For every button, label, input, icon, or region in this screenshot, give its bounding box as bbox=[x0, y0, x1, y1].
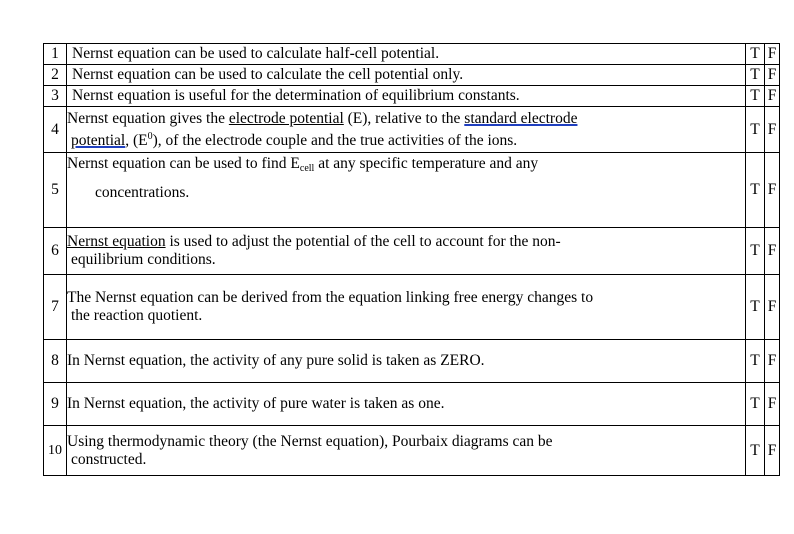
statement bbox=[67, 65, 746, 86]
statement-text: In Nernst equation, the activity of any pure solid is taken as ZERO. bbox=[67, 352, 485, 369]
statement-text: the reaction quotient. bbox=[71, 307, 203, 324]
standard-electrode-potential-link[interactable]: standard electrode bbox=[464, 109, 578, 127]
statement bbox=[67, 340, 746, 383]
table-row bbox=[44, 228, 780, 275]
row-number: 7 bbox=[44, 275, 67, 340]
row-number: 2 bbox=[44, 65, 67, 86]
statement-text: concentrations. bbox=[95, 184, 190, 201]
electrode-potential-link[interactable]: electrode potential bbox=[228, 109, 344, 127]
table-row bbox=[44, 275, 780, 340]
table-row bbox=[44, 153, 780, 228]
statement bbox=[67, 44, 746, 65]
standard-electrode-potential-link-cont[interactable]: potential bbox=[71, 131, 126, 149]
true-option[interactable]: T bbox=[746, 383, 765, 426]
statement-text: (E), relative to the bbox=[343, 109, 465, 127]
true-option[interactable]: T bbox=[746, 86, 765, 107]
statement-text: Nernst equation can be used to calculate the cell potential only. bbox=[72, 66, 464, 83]
statement-text: at any specific temperature and any bbox=[314, 155, 539, 172]
statement-text: constructed. bbox=[71, 450, 147, 468]
statement bbox=[67, 228, 746, 275]
true-option[interactable]: T bbox=[746, 44, 765, 65]
statement-text: The Nernst equation can be derived from the equation linking free energy changes to bbox=[67, 289, 594, 306]
true-option[interactable]: T bbox=[746, 340, 765, 383]
statement-text: Nernst equation can be used to calculate half-cell potential. bbox=[72, 45, 440, 62]
statement-text: Nernst equation gives the bbox=[67, 109, 229, 127]
table-row bbox=[44, 383, 780, 426]
statement-text: is used to adjust the potential of the cell to account for the non- bbox=[165, 233, 561, 250]
table-row bbox=[44, 65, 780, 86]
false-option[interactable]: F bbox=[765, 86, 780, 107]
false-option[interactable]: F bbox=[765, 383, 780, 426]
table-row bbox=[44, 86, 780, 107]
row-number: 3 bbox=[44, 86, 67, 107]
table-row bbox=[44, 107, 780, 153]
statement bbox=[67, 383, 746, 426]
false-option[interactable]: F bbox=[765, 340, 780, 383]
true-option[interactable]: T bbox=[746, 107, 765, 153]
table-row bbox=[44, 426, 780, 476]
statement bbox=[67, 153, 746, 228]
row-number: 1 bbox=[44, 44, 67, 65]
false-option[interactable]: F bbox=[765, 228, 780, 275]
true-option[interactable]: T bbox=[746, 65, 765, 86]
superscript: 0 bbox=[147, 130, 153, 142]
statement-text: , (E bbox=[125, 131, 148, 149]
statement bbox=[67, 275, 746, 340]
statement-text: Nernst equation is useful for the determination of equilibrium constants. bbox=[72, 87, 520, 104]
nernst-equation-link[interactable]: Nernst equation bbox=[67, 233, 166, 250]
row-number: 4 bbox=[44, 107, 67, 153]
statement-text: equilibrium conditions. bbox=[71, 251, 216, 268]
subscript: cell bbox=[299, 163, 315, 174]
statement-text: Using thermodynamic theory (the Nernst equation), Pourbaix diagrams can be bbox=[67, 432, 553, 450]
statement bbox=[67, 86, 746, 107]
table-row bbox=[44, 340, 780, 383]
true-false-table bbox=[43, 43, 780, 476]
row-number: 10 bbox=[44, 426, 67, 476]
statement-text: ), of the electrode couple and the true activities of the ions. bbox=[152, 131, 518, 149]
statement-text: In Nernst equation, the activity of pure water is taken as one. bbox=[67, 395, 445, 412]
row-number: 8 bbox=[44, 340, 67, 383]
true-option[interactable]: T bbox=[746, 426, 765, 476]
true-option[interactable]: T bbox=[746, 275, 765, 340]
false-option[interactable]: F bbox=[765, 153, 780, 228]
statement-text: Nernst equation can be used to find E bbox=[67, 155, 300, 172]
row-number: 6 bbox=[44, 228, 67, 275]
table-row bbox=[44, 44, 780, 65]
false-option[interactable]: F bbox=[765, 65, 780, 86]
true-option[interactable]: T bbox=[746, 153, 765, 228]
true-option[interactable]: T bbox=[746, 228, 765, 275]
statement bbox=[67, 107, 746, 153]
row-number: 9 bbox=[44, 383, 67, 426]
false-option[interactable]: F bbox=[765, 275, 780, 340]
false-option[interactable]: F bbox=[765, 107, 780, 153]
false-option[interactable]: F bbox=[765, 426, 780, 476]
row-number: 5 bbox=[44, 153, 67, 228]
statement bbox=[67, 426, 746, 476]
false-option[interactable]: F bbox=[765, 44, 780, 65]
